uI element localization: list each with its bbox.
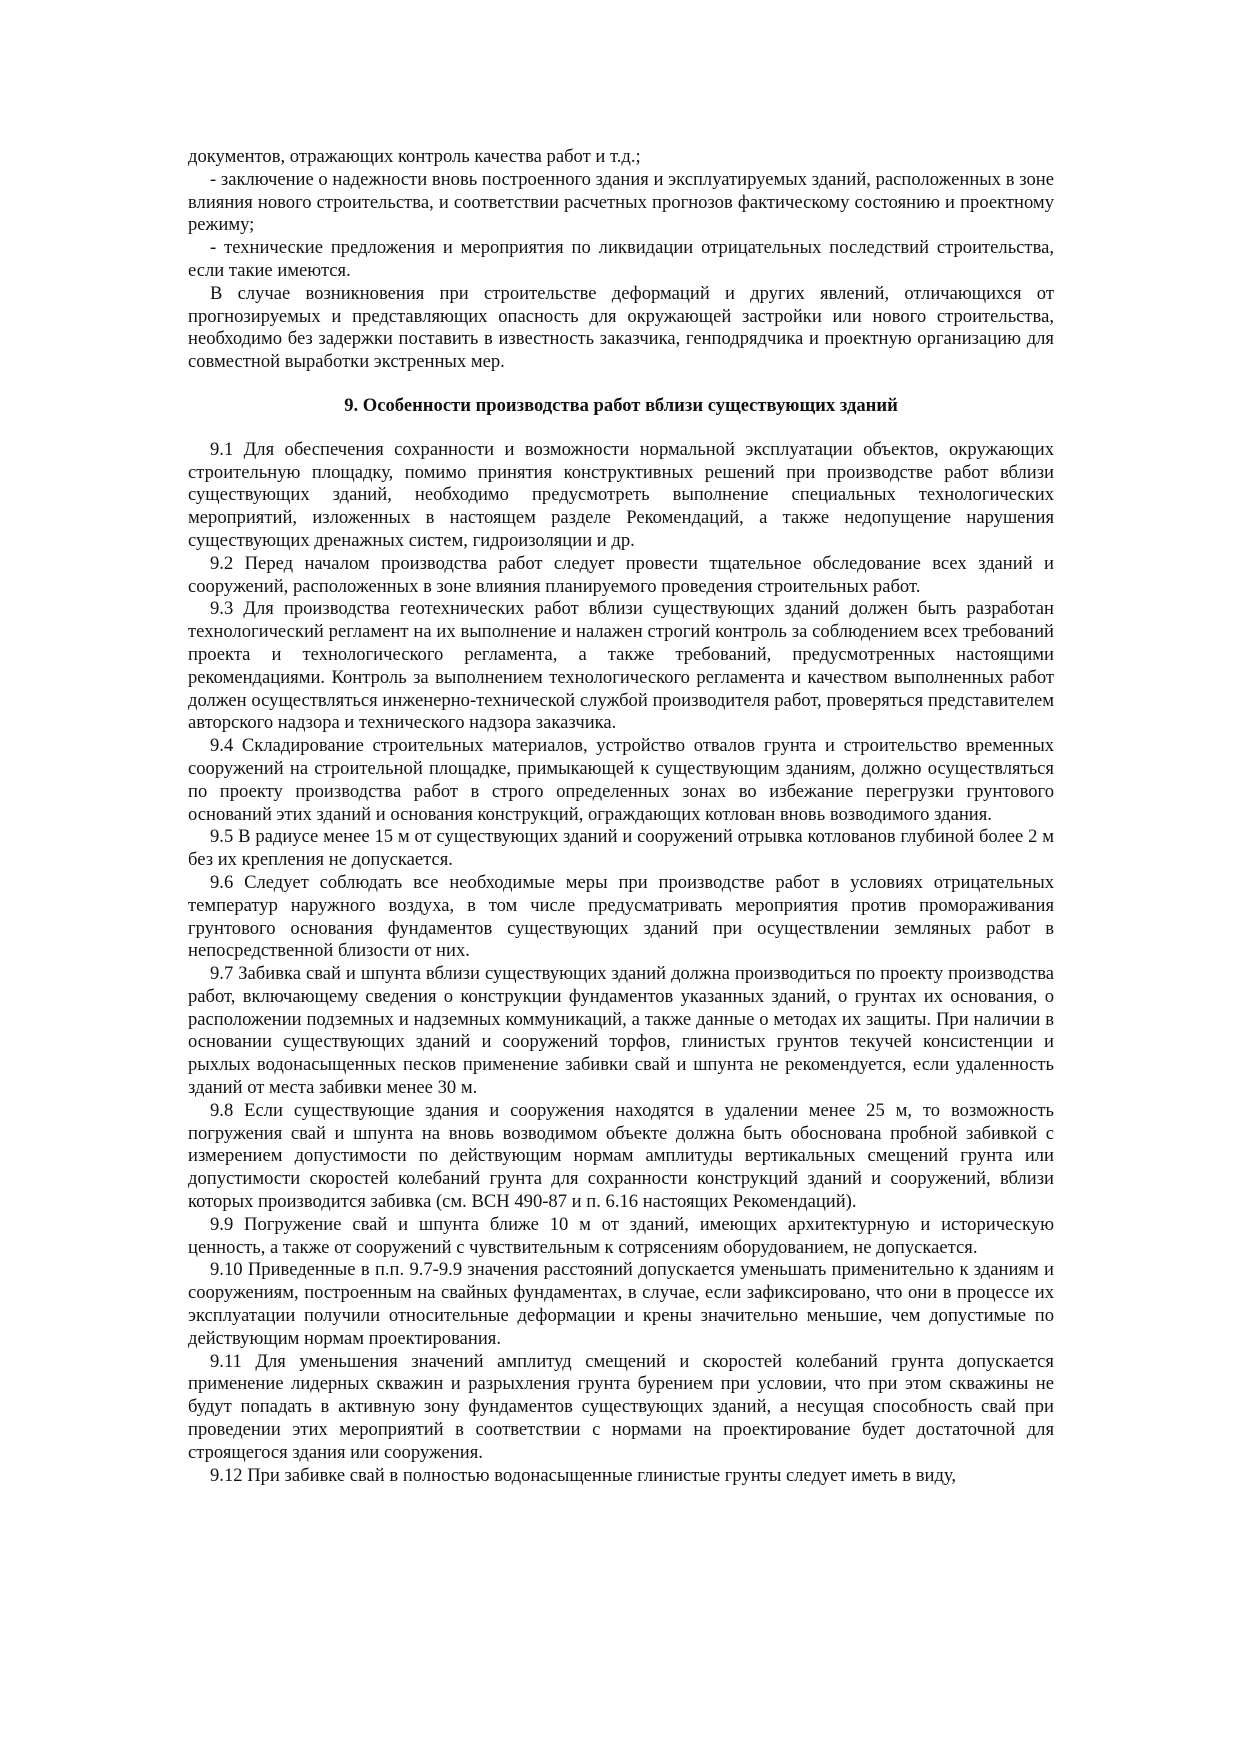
- clause-9-2: 9.2 Перед началом производства работ следует провести тщательное обследование всех зданий и сооружений, расположенных в зоне влияния планируемого проведения строительных работ.: [188, 552, 1054, 597]
- clause-9-6: 9.6 Следует соблюдать все необходимые меры при производстве работ в условиях отрицательных температур наружного воздуха, в том числе предусматривать мероприятия против промораживания грунтового основания фундаментов существующих зданий при осуществлении земляных работ в непосредственной близости от них.: [188, 871, 1054, 962]
- paragraph-continuation: документов, отражающих контроль качества работ и т.д.;: [188, 146, 641, 167]
- clause-9-10: 9.10 Приведенные в п.п. 9.7-9.9 значения расстояний допускается уменьшать применительно к зданиям и сооружениям, построенным на свайных фундаментах, в случае, если зафиксировано, что они в процессе их эксплуатации получили относительные деформации и крены значительно меньшие, чем допустимые по действующим нормам проектирования.: [188, 1259, 1054, 1349]
- clause-9-12: 9.12 При забивке свай в полностью водонасыщенные глинистые грунты следует иметь в виду,: [210, 1464, 956, 1486]
- clause-9-9: 9.9 Погружение свай и шпунта ближе 10 м от зданий, имеющих архитектурную и историческую ценность, а также от сооружений с чувствительным к сотрясениям оборудованием, не допускается.: [188, 1213, 1054, 1258]
- clause-9-4: 9.4 Складирование строительных материалов, устройство отвалов грунта и строительство временных сооружений на строительной площадке, примыкающей к существующим зданиям, должно осуществляться по проекту производства работ в строго определенных зонах во избежание перегрузки грунтового оснований этих зданий и основания конструкций, ограждающих котлован вновь возводимого здания.: [188, 735, 1054, 825]
- clause-9-8: 9.8 Если существующие здания и сооружения находятся в удалении менее 25 м, то возможность погружения свай и шпунта на вновь возводимом объекте должна быть обоснована пробной забивкой с измерением допустимости по действующим нормам амплитуды вертикальных смещений грунта или допустимости скоростей колебаний грунта для сохранности конструкций зданий и сооружений, вблизи которых производится забивка (см. ВСН 490-87 и п. 6.16 настоящих Рекомендаций).: [188, 1099, 1054, 1213]
- clause-9-7: 9.7 Забивка свай и шпунта вблизи существующих зданий должна производиться по проекту производства работ, включающему сведения о конструкции фундаментов указанных зданий, о грунтах их основания, о расположении подземных и надземных коммуникаций, а также данные о методах их защиты. При наличии в основании существующих зданий и сооружений торфов, глинистых грунтов текучей консистенции и рыхлых водонасыщенных песков применение забивки свай и шпунта не рекомендуется, если удаленность зданий от места забивки менее 30 м.: [188, 963, 1054, 1099]
- document-page: [188, 146, 1054, 1487]
- paragraph-technical-proposals: - технические предложения и мероприятия по ликвидации отрицательных последствий строительства, если такие имеются.: [188, 237, 1054, 281]
- clause-9-11: 9.11 Для уменьшения значений амплитуд смещений и скоростей колебаний грунта допускается применение лидерных скважин и разрыхления грунта бурением при условии, что при этом скважины не будут попадать в активную зону фундаментов существующих зданий, а несущая способность свай при проведении этих мероприятий в соответствии с нормами на проектирование будет достаточной для строящегося здания или сооружения.: [188, 1350, 1054, 1463]
- clause-9-3: 9.3 Для производства геотехнических работ вблизи существующих зданий должен быть разработан технологический регламент на их выполнение и налажен строгий контроль за соблюдением всех требований проекта и технологического регламента, а также требований, предусмотренных настоящими рекомендациями. Контроль за выполнением технологического регламента и качеством выполненных работ должен осуществляться инженерно-технической службой производителя работ, проверяться представителем авторского надзора и технического надзора заказчика.: [188, 598, 1054, 734]
- paragraph-reliability-conclusion: - заключение о надежности вновь построенного здания и эксплуатируемых зданий, расположенных в зоне влияния нового строительства, и соответствии расчетных прогнозов фактическому состоянию и проектному режиму;: [188, 168, 1054, 236]
- paragraph-deformation-notice: В случае возникновения при строительстве деформаций и других явлений, отличающихся от прогнозируемых и представляющих опасность для окружающей застройки или нового строительства, необходимо без задержки поставить в известность заказчика, генподрядчика и проектную организацию для совместной выработки экстренных мер.: [188, 282, 1054, 373]
- clause-9-5: 9.5 В радиусе менее 15 м от существующих зданий и сооружений отрывка котлованов глубиной более 2 м без их крепления не допускается.: [188, 826, 1054, 871]
- clause-9-1: 9.1 Для обеспечения сохранности и возможности нормальной эксплуатации объектов, окружающих строительную площадку, помимо принятия конструктивных решений при производстве работ вблизи существующих зданий, необходимо предусмотреть выполнение специальных технологических мероприятий, изложенных в настоящем разделе Рекомендаций, а также недопущение нарушения существующих дренажных систем, гидроизоляции и др.: [188, 438, 1054, 551]
- section-heading: 9. Особенности производства работ вблизи существующих зданий: [344, 394, 898, 416]
